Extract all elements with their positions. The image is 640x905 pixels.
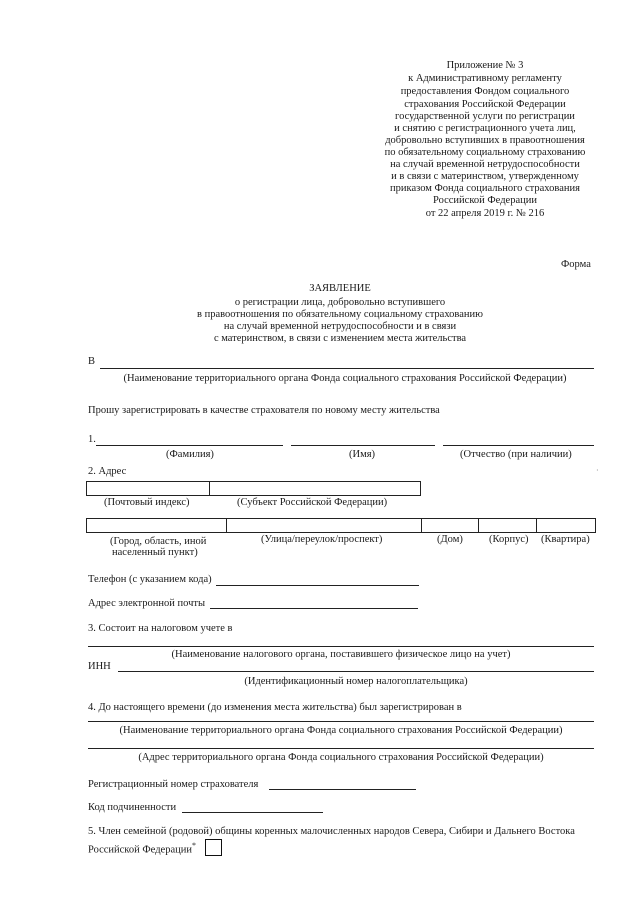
postal-code-field[interactable] xyxy=(86,481,210,496)
patronymic-field[interactable] xyxy=(443,445,594,446)
section5-line2 xyxy=(88,840,196,857)
subordination-field[interactable] xyxy=(182,812,323,813)
city-field[interactable] xyxy=(87,519,227,532)
inn-field[interactable] xyxy=(118,671,594,672)
city-caption-2: населенный пункт) xyxy=(112,547,198,558)
apartment-field[interactable] xyxy=(537,519,595,532)
building-field[interactable] xyxy=(479,519,537,532)
region-field[interactable] xyxy=(209,481,421,496)
previous-org-caption: (Наименование территориального органа Фонда социального страхования Российской Федерации) xyxy=(119,725,563,736)
tax-authority-caption: (Наименование налогового органа, поставившего физическое лицо на учет) xyxy=(171,649,511,660)
postal-caption: (Почтовый индекс) xyxy=(104,497,190,508)
tax-authority-field[interactable] xyxy=(88,646,594,647)
previous-org-field[interactable] xyxy=(88,721,594,722)
street-field[interactable] xyxy=(227,519,422,532)
patronymic-caption: (Отчество (при наличии) xyxy=(460,449,572,460)
title-heading: ЗАЯВЛЕНИЕ xyxy=(309,283,371,294)
email-field[interactable] xyxy=(210,608,418,609)
appendix-line: на случай временной нетрудоспособности xyxy=(390,159,580,170)
appendix-line: Российской Федерации xyxy=(433,195,537,206)
previous-org-address-field[interactable] xyxy=(88,748,594,749)
apartment-caption: (Квартира) xyxy=(541,534,590,545)
form-label: Форма xyxy=(561,259,591,270)
phone-field[interactable] xyxy=(216,585,419,586)
appendix-line: по обязательному социальному страхованию xyxy=(384,147,586,158)
title-line: о регистрации лица, добровольно вступившего xyxy=(234,297,446,308)
appendix-line: от 22 апреля 2019 г. № 216 xyxy=(425,208,545,219)
appendix-line: приказом Фонда социального страхования xyxy=(390,183,580,194)
section3-label: 3. Состоит на налоговом учете в xyxy=(88,623,233,634)
section4-label: 4. До настоящего времени (до изменения места жительства) был зарегистрирован в xyxy=(88,702,462,713)
appendix-line: предоставления Фондом социального xyxy=(400,86,570,97)
section2-label: 2. Адрес xyxy=(88,466,127,477)
section5-line2-text: Российской Федерации xyxy=(88,844,192,856)
request-text: Прошу зарегистрировать в качестве страхователя по новому месту жительства xyxy=(88,405,440,416)
name-field[interactable] xyxy=(291,445,435,446)
surname-caption: (Фамилия) xyxy=(166,449,214,460)
indigenous-community-checkbox[interactable] xyxy=(205,839,222,856)
appendix-line: и в связи с материнством, утвержденному xyxy=(391,171,579,182)
title-line: на случай временной нетрудоспособности и в связи xyxy=(223,321,457,332)
appendix-line: Приложение № 3 xyxy=(446,60,524,71)
appendix-line: к Административному регламенту xyxy=(408,73,562,84)
house-field[interactable] xyxy=(422,519,479,532)
section5-line1: 5. Член семейной (родовой) общины коренных малочисленных народов Севера, Сибири и Дальнего Востока xyxy=(88,826,575,837)
reg-number-label: Регистрационный номер страхователя xyxy=(88,779,259,790)
email-label: Адрес электронной почты xyxy=(88,598,206,609)
title-line: в правоотношения по обязательному социальному страхованию xyxy=(197,309,483,320)
title-line: с материнством, в связи с изменением места жительства xyxy=(213,333,467,344)
appendix-line: и снятию с регистрационного учета лиц, xyxy=(394,123,576,134)
section1-number: 1. xyxy=(88,434,96,445)
recipient-prefix: В xyxy=(88,356,96,367)
previous-org-address-caption: (Адрес территориального органа Фонда социального страхования Российской Федерации) xyxy=(138,752,544,763)
city-caption: (Город, область, иной xyxy=(110,536,207,547)
name-caption: (Имя) xyxy=(349,449,376,460)
region-caption: (Субъект Российской Федерации) xyxy=(237,497,388,508)
footnote-mark: * xyxy=(191,841,196,850)
inn-label: ИНН xyxy=(88,661,111,672)
house-caption: (Дом) xyxy=(437,534,463,545)
surname-field[interactable] xyxy=(96,445,283,446)
recipient-field[interactable] xyxy=(100,368,594,369)
address-detail-grid[interactable] xyxy=(86,518,596,533)
appendix-line: добровольно вступивших в правоотношения xyxy=(385,135,585,146)
building-caption: (Корпус) xyxy=(489,534,529,545)
phone-label: Телефон (с указанием кода) xyxy=(88,574,212,585)
subordination-label: Код подчиненности xyxy=(88,802,177,813)
appendix-line: страхования Российской Федерации xyxy=(404,99,566,110)
inn-caption: (Идентификационный номер налогоплательщика) xyxy=(244,676,468,687)
reg-number-field[interactable] xyxy=(269,789,416,790)
street-caption: (Улица/переулок/проспект) xyxy=(261,534,383,545)
appendix-line: государственной услуги по регистрации xyxy=(395,111,575,122)
recipient-caption: (Наименование территориального органа Фонда социального страхования Российской Федерации) xyxy=(123,373,567,384)
